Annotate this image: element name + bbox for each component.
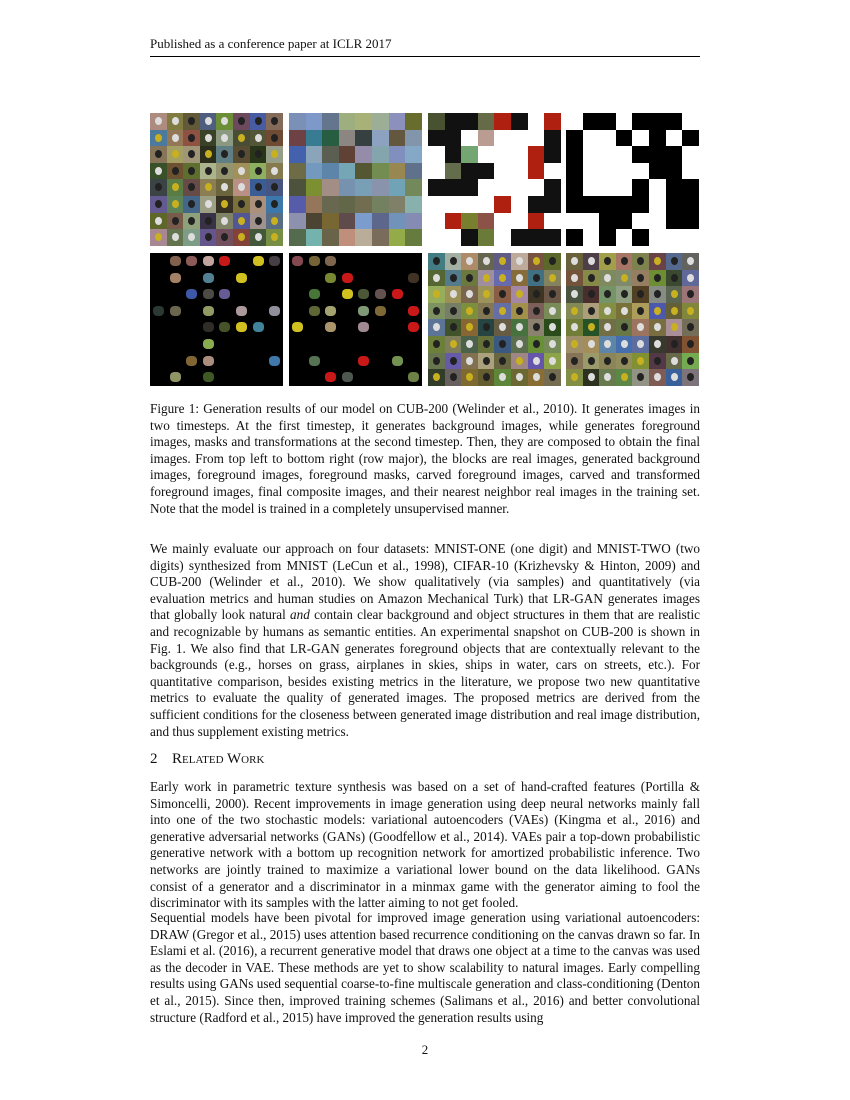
panel-final-composite [428, 253, 561, 386]
running-header: Published as a conference paper at ICLR 2017 [150, 36, 700, 57]
related-work-paragraph-2: Sequential models have been pivotal for improved image generation using variational autoencoders: DRAW (Gregor et al., 2015) uses attention based recurrence conditioning on the canvas drawn so far. In Eslami et al. (2016), a recurrent generative model that draws one object at a time to the canvas was used as the decoder in VAE. These methods are yet to show scalability to natural images. Early compelling results using GANs used sequential coarse-to-fine multiscale generation and class-conditioning (Denton et al., 2015). Since then, improved training schemes (Salimans et al., 2016) and better convolutional structure (Radford et al., 2015) have improved the generation results using [150, 910, 700, 1025]
panel-foreground-masks [566, 113, 699, 246]
figure-1-image-grid [150, 113, 700, 386]
panel-carved-transformed-foreground [289, 253, 422, 386]
intro-paragraph: We mainly evaluate our approach on four datasets: MNIST-ONE (one digit) and MNIST-TWO (two digits) synthesized from MNIST (LeCun et al., 1998), CIFAR-10 (Krizhevsky & Hinton, 2009) and CUB-200 (Welinder et al., 2010). We show qualitatively (via samples) and quantitatively (via evaluation metrics and human studies on Amazon Mechanical Turk) that LR-GAN generates images that globally look natural and contain clear background and object structures in them that are realistic and recognizable by humans as semantic entities. An experimental snapshot on CUB-200 is shown in Fig. 1. We also find that LR-GAN generates foreground objects that are contextually relevant to the backgrounds (e.g., horses on grass, airplanes in skies, ships in water, cars on streets, etc.). For quantitative comparison, besides existing metrics in the literature, we propose two new quantitative metrics to evaluate the quality of generated images. The proposed metrics are derived from the sufficient conditions for the closeness between generated image distribution and real image distribution, and thus supplement existing metrics. [150, 541, 700, 739]
panel-real-images [150, 113, 283, 246]
section-title: Related Work [172, 751, 265, 767]
section-number: 2 [150, 751, 158, 767]
section-heading [150, 751, 264, 768]
panel-foreground-images [428, 113, 561, 246]
related-work-paragraph-1: Early work in parametric texture synthesis was based on a set of hand-crafted features (Portilla & Simoncelli, 2000). Recent improvements in image generation using deep neural networks mainly fall into one of the two stochastic models: variational autoencoders (VAEs) (Kingma et al., 2016) and generative adversarial networks (GANs) (Goodfellow et al., 2014). VAEs pair a top-down probabilistic generative network with a bottom up recognition network for amortized probabilistic inference. Two networks are jointly trained to maximize a variational lower bound on the data likelihood. GANs consist of a generator and a discriminator in a minmax game with the generator aiming to fool the discriminator with its samples with the latter aiming to not get fooled. [150, 779, 700, 911]
figure-caption: Figure 1: Generation results of our model on CUB-200 (Welinder et al., 2010). It generates images in two timesteps. At the first timestep, it generates background images, while generates foreground images, masks and transformations at the second timestep. Then, they are composed to obtain the final images. From top left to bottom right (row major), the blocks are real images, generated background images, foreground images, foreground masks, carved foreground images, carved and transformed foreground images, final composite images, and their nearest neighbor real images in the training set. Note that the model is trained in a completely unsupervised manner. [150, 401, 700, 516]
panel-nearest-neighbor [566, 253, 699, 386]
panel-background-images [289, 113, 422, 246]
panel-carved-foreground [150, 253, 283, 386]
page-number: 2 [421, 1042, 429, 1057]
